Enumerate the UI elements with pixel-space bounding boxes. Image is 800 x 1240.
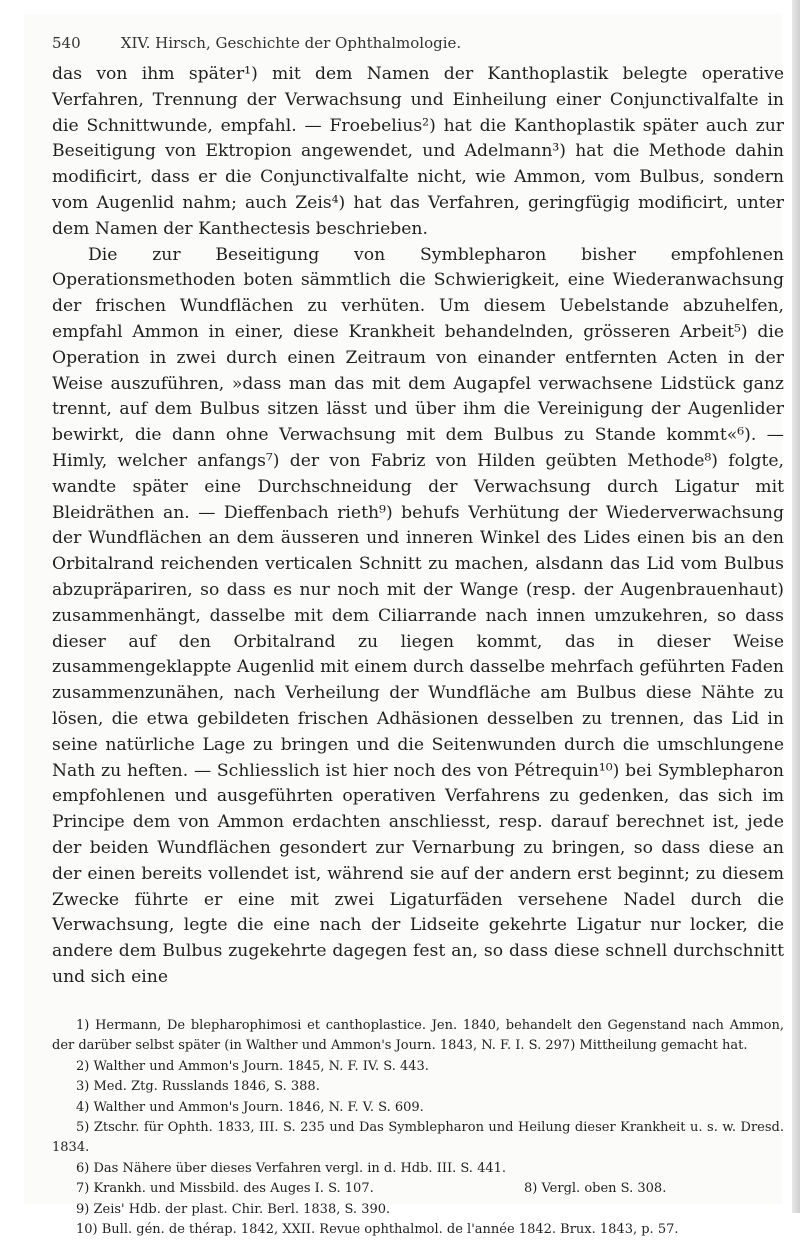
running-header <box>52 34 461 52</box>
main-text <box>52 62 784 991</box>
footnote-5: 5) Ztschr. für Ophth. 1833, III. S. 235 und Das Symblepharon und Heilung dieser Krankheit u. s. w. Dresd. 1834. <box>52 1120 784 1156</box>
paragraph-2: Die zur Beseitigung von Symblepharon bisher empfohlenen Operationsmethoden boten sämmtlich die Schwierigkeit, eine Wiederanwachsung der frischen Wundflächen zu verhüten. Um diesem Uebelstande abzuhelfen, empfahl Ammon in einer, diese Krankheit behandelnden, grösseren Arbeit⁵) die Operation in zwei durch einen Zeitraum von einander entfernten Acten in der Weise auszuführen, »dass man das mit dem Augapfel verwachsene Lidstück ganz trennt, auf dem Bulbus sitzen lässt und über ihm die Vereinigung der Augenlider bewirkt, die dann ohne Verwachsung mit dem Bulbus zu Stande kommt«⁶). — Himly, welcher anfangs⁷) der von Fabriz von Hilden geübten Methode⁸) folgte, wandte später eine Durchschneidung der Verwachsung durch Ligatur mit Bleidräthen an. — Dieffenbach rieth⁹) behufs Verhütung der Wiederverwachsung der Wundflächen an dem äusseren und inneren Winkel des Lides einen bis an den Orbitalrand reichenden verticalen Schnitt zu machen, alsdann das Lid vom Bulbus abzupräpariren, so dass es nur noch mit der Wange (resp. der Augenbrauenhaut) zusammenhängt, dasselbe mit dem Ciliarrande nach innen umzukehren, so dass dieser auf den Orbitalrand zu liegen kommt, das in dieser Weise zusammengeklappte Augenlid mit einem durch dasselbe mehrfach geführten Faden zusammenzunähen, nach Verheilung der Wundfläche am Bulbus diese Nähte zu lösen, die etwa gebildeten frischen Adhäsionen desselben zu trennen, das Lid in seine natürliche Lage zu bringen und die Seitenwunden durch die umschlungene Nath zu heften. — Schliesslich ist hier noch des von Pétrequin¹⁰) bei Symblepharon empfohlenen und ausgeführten operativen Verfahrens zu gedenken, das sich im Principe dem von Ammon erdachten anschliesst, resp. darauf berechnet ist, jede der beiden Wundflächen gesondert zur Vernarbung zu bringen, so dass diese an der einen bereits vollendet ist, während sie auf der andern erst beginnt; zu diesem Zwecke führte er eine mit zwei Ligaturfäden versehene Nadel durch die Verwachsung, legte die eine nach der Lidseite gekehrte Ligatur nur locker, die andere dem Bulbus zugekehrte dagegen fest an, so dass diese schnell durchschnitt und sich eine <box>52 244 784 987</box>
footnote-9: 9) Zeis' Hdb. der plast. Chir. Berl. 1838, S. 390. <box>76 1201 391 1217</box>
footnote-6: 6) Das Nähere über dieses Verfahren vergl. in d. Hdb. III. S. 441. <box>76 1160 507 1176</box>
book-page <box>24 14 784 1238</box>
footnote-row-7-8 <box>52 1179 784 1199</box>
footnotes <box>52 1016 784 1240</box>
footnote-1: 1) Hermann, De blepharophimosi et canthoplastice. Jen. 1840, behandelt den Gegenstand nach Ammon, der darüber selbst später (in Walther und Ammon's Journ. 1843, N. F. I. S. 297) Mittheilung gemacht hat. <box>52 1018 784 1054</box>
page-number: 540 <box>52 34 81 52</box>
running-title: XIV. Hirsch, Geschichte der Ophthalmologie. <box>120 34 462 52</box>
footnote-7: 7) Krankh. und Missbild. des Auges I. S. 107. <box>76 1181 374 1197</box>
paragraph-1: das von ihm später¹) mit dem Namen der Kanthoplastik belegte operative Verfahren, Trennung der Verwachsung und Einheilung einer Conjunctivalfalte in die Schnittwunde, empfahl. — Froebelius²) hat die Kanthoplastik später auch zur Beseitigung von Ektropion angewendet, und Adelmann³) hat die Methode dahin modificirt, dass er die Conjunctivalfalte nicht, wie Ammon, vom Bulbus, sondern vom Augenlid nahm; auch Zeis⁴) hat das Verfahren, geringfügig modificirt, unter dem Namen der Kanthectesis beschrieben. <box>52 64 784 239</box>
page-edge-shadow <box>792 0 800 1213</box>
footnote-3: 3) Med. Ztg. Russlands 1846, S. 388. <box>76 1079 320 1095</box>
footnote-2: 2) Walther und Ammon's Journ. 1845, N. F. IV. S. 443. <box>76 1058 429 1074</box>
footnote-4: 4) Walther und Ammon's Journ. 1846, N. F. V. S. 609. <box>76 1099 424 1115</box>
footnote-8: 8) Vergl. oben S. 308. <box>524 1181 667 1197</box>
footnote-10: 10) Bull. gén. de thérap. 1842, XXII. Revue ophthalmol. de l'année 1842. Brux. 1843, p. 57. <box>76 1222 679 1238</box>
